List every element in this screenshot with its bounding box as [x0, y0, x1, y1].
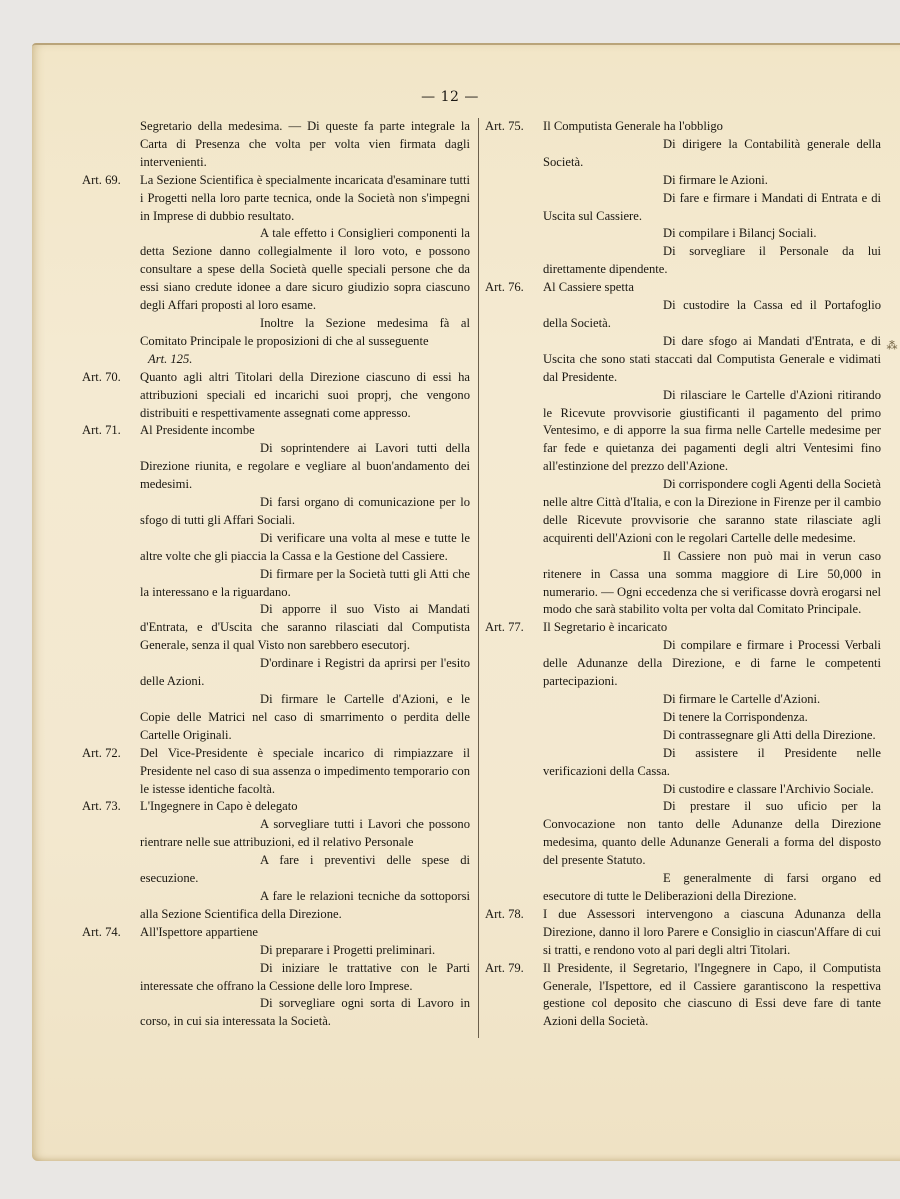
article-head	[485, 906, 881, 960]
article-paragraph: Di fare e firmare i Mandati di Entrata e di Uscita sul Cassiere.	[543, 190, 881, 223]
article-head	[82, 172, 470, 226]
article-paragraph: Di dirigere la Contabilità generale della Società.	[543, 136, 881, 169]
article-text: Il Segretario è incaricato	[543, 620, 668, 635]
article-paragraph: A tale effetto i Consiglieri componenti la detta Sezione danno collegialmente il loro voto, e possono consultare a spese della Società quelle speciali persone che da essi siano credute idonee a dare sicuro giudizio sopra ciascuno degli Affari proposti al loro esame.	[140, 226, 470, 313]
article-head	[485, 279, 881, 297]
right-articles	[485, 118, 881, 1031]
article-paragraph: D'ordinare i Registri da aprirsi per l'esito delle Azioni.	[140, 656, 470, 689]
article-number: Art. 74.	[82, 924, 121, 939]
left-articles	[82, 172, 470, 1032]
article-text: Al Presidente incombe	[140, 423, 255, 438]
article-number: Art. 69.	[82, 172, 121, 187]
article-paragraph: Di firmare per la Società tutti gli Atti che la interessano e la riguardano.	[140, 566, 470, 599]
article	[82, 924, 470, 1031]
article-paragraph: Di compilare i Bilancj Sociali.	[663, 226, 817, 241]
article-text: Quanto agli altri Titolari della Direzione ciascuno di essi ha attribuzioni speciali ed incarichi suoi proprj, che vengono distribuiti e respettivamente assegnati come appresso.	[140, 369, 470, 420]
article-number: Art. 73.	[82, 799, 121, 814]
article-number: Art. 70.	[82, 369, 121, 384]
article-paragraph: Di sorvegliare il Personale da lui direttamente dipendente.	[543, 244, 881, 277]
article-paragraph: Di soprintendere ai Lavori tutti della Direzione riunita, e regolare e vegliare al buon'andamento dei medesimi.	[140, 441, 470, 492]
article-text: Il Presidente, il Segretario, l'Ingegnere in Capo, il Computista Generale, l'Ispettore, ed il Cassiere garantiscono la respettiva gestione col deposito che ciascuno di Essi deve fare di tante Azioni della Società.	[543, 960, 881, 1029]
article	[485, 279, 881, 619]
article-paragraph: Di assistere il Presidente nelle verificazioni della Cassa.	[543, 745, 881, 778]
article	[82, 422, 470, 744]
article-number: Art. 75.	[485, 119, 524, 133]
article-paragraph: Di corrispondere cogli Agenti della Società nelle altre Città d'Italia, e con la Direzione in Firenze per il cambio delle Ricevute provvisorie che saranno state rilasciate agli acquirenti dell'Azioni con le regolari Cartelle delle medesime.	[543, 477, 881, 545]
article	[485, 619, 881, 906]
article-text: I due Assessori intervengono a ciascuna Adunanza della Direzione, danno il loro Parere e Consiglio in ciascun'Affare di cui si tratti, e rendono voto al pari degli altri Titolari.	[543, 906, 881, 957]
article-paragraph: Di firmare le Cartelle d'Azioni.	[663, 692, 821, 706]
margin-ornament-icon: ⁂	[886, 339, 898, 352]
article	[82, 745, 470, 799]
article-head	[485, 118, 881, 136]
article-paragraph: A fare le relazioni tecniche da sottoporsi alla Sezione Scientifica della Direzione.	[140, 888, 470, 921]
article	[82, 172, 470, 369]
lead-paragraph: Segretario della medesima. — Di queste fa parte integrale la Carta di Presenza che volta per volta vien firmata dagli intervenienti.	[140, 119, 470, 169]
article-number: Art. 72.	[82, 745, 121, 760]
article	[82, 369, 470, 423]
article-paragraph: Di firmare le Azioni.	[663, 172, 768, 187]
article-paragraph: Di dare sfogo ai Mandati d'Entrata, e di Uscita che sono stati staccati dal Computista Generale e vidimati dal Presidente.	[543, 333, 881, 384]
article-paragraph: Il Cassiere non può mai in verun caso ritenere in Cassa una somma maggiore di Lire 50,000 in numerario. — Ogni eccedenza che si verificasse dovrà erogarsi nel modo che sarà stabilito volta per volta dal Comitato Principale.	[543, 548, 881, 617]
article-number: Art. 71.	[82, 423, 121, 438]
article-paragraph: Di preparare i Progetti preliminari.	[260, 942, 436, 957]
article-paragraph: Inoltre la Sezione medesima fà al Comitato Principale le proposizioni di che al susseguente	[140, 315, 470, 348]
article-head	[82, 924, 470, 942]
article-paragraph: E generalmente di farsi organo ed esecutore di tutte le Deliberazioni della Direzione.	[543, 871, 881, 903]
article-head	[82, 798, 470, 816]
article-paragraph: A fare i preventivi delle spese di esecuzione.	[140, 853, 470, 886]
article-text: All'Ispettore appartiene	[140, 924, 259, 939]
article-paragraph: Di firmare le Cartelle d'Azioni, e le Copie delle Matrici nel caso di smarrimento o perdita delle Cartelle Originali.	[140, 692, 470, 742]
article-head	[82, 745, 470, 799]
article-text: Al Cassiere spetta	[543, 280, 634, 295]
article-text: La Sezione Scientifica è specialmente incaricata d'esaminare tutti i Progetti nella loro parte tecnica, onde la Società non s'impegni in Imprese di dubbio resultato.	[140, 172, 470, 223]
article-paragraph: Di compilare e firmare i Processi Verbali delle Adunanze della Direzione, e di farne le competenti partecipazioni.	[543, 638, 881, 689]
article-paragraph: Di iniziare le trattative con le Parti interessate che offrano la Cessione delle loro Imprese.	[140, 960, 470, 993]
article-text: L'Ingegnere in Capo è delegato	[140, 799, 298, 814]
article	[485, 906, 881, 960]
article-paragraph: Di sorvegliare ogni sorta di Lavoro in corso, in cui sia interessata la Società.	[140, 996, 470, 1029]
article-head	[485, 960, 881, 1032]
article-paragraph: Di rilasciare le Cartelle d'Azioni ritirando le Ricevute provvisorie giustificanti il pagamento del primo Ventesimo, e di apporre la sua firma nelle Cartelle medesime per far fede e quietanza dei pagamenti degli altri Ventesimi fino all'estinzione del prezzo dell'Azione.	[543, 387, 881, 474]
article-number: Art. 76.	[485, 280, 524, 295]
article-paragraph: Di farsi organo di comunicazione per lo sfogo di tutti gli Affari Sociali.	[140, 495, 470, 527]
article-paragraph: A sorvegliare tutti i Lavori che possono rientrare nelle sue attribuzioni, ed il relativo Personale	[140, 817, 470, 850]
article-paragraph: Di apporre il suo Visto ai Mandati d'Entrata, e d'Uscita che saranno rilasciati dal Computista Generale, senza il qual Visto non sarebbero esecutorj.	[140, 602, 470, 653]
article-number: Art. 78.	[485, 906, 524, 921]
article-text: Del Vice-Presidente è speciale incarico di rimpiazzare il Presidente nel caso di sua assenza o impedimento temporario con le istesse identiche facoltà.	[140, 745, 470, 796]
article-paragraph: Di tenere la Corrispondenza.	[663, 709, 808, 724]
article-text: Il Computista Generale ha l'obbligo	[543, 119, 723, 133]
page-number: — 12 —	[421, 89, 479, 105]
article-head	[82, 422, 470, 440]
article-paragraph: Di custodire la Cassa ed il Portafoglio della Società.	[543, 298, 881, 330]
article	[485, 118, 881, 279]
article	[485, 960, 881, 1032]
article-head	[82, 369, 470, 423]
article-paragraph: Di contrassegnare gli Atti della Direzione.	[663, 727, 876, 742]
article-paragraph: Di verificare una volta al mese e tutte le altre volte che gli piaccia la Cassa e la Gestione del Cassiere.	[140, 530, 470, 563]
left-column	[82, 118, 470, 1031]
article-paragraph: Di prestare il suo uficio per la Convocazione non tanto delle Adunanze della Direzione medesima, quanto delle Adunanze Generali a forma del disposto del presente Statuto.	[543, 799, 881, 868]
column-divider	[478, 118, 479, 1038]
article-paragraph: Di custodire e classare l'Archivio Sociale.	[663, 781, 874, 796]
article	[82, 798, 470, 923]
article-head	[485, 619, 881, 637]
article-number: Art. 77.	[485, 620, 524, 635]
right-column	[485, 118, 881, 1031]
article-number: Art. 79.	[485, 960, 524, 975]
article-reference: Art. 125.	[148, 351, 193, 366]
